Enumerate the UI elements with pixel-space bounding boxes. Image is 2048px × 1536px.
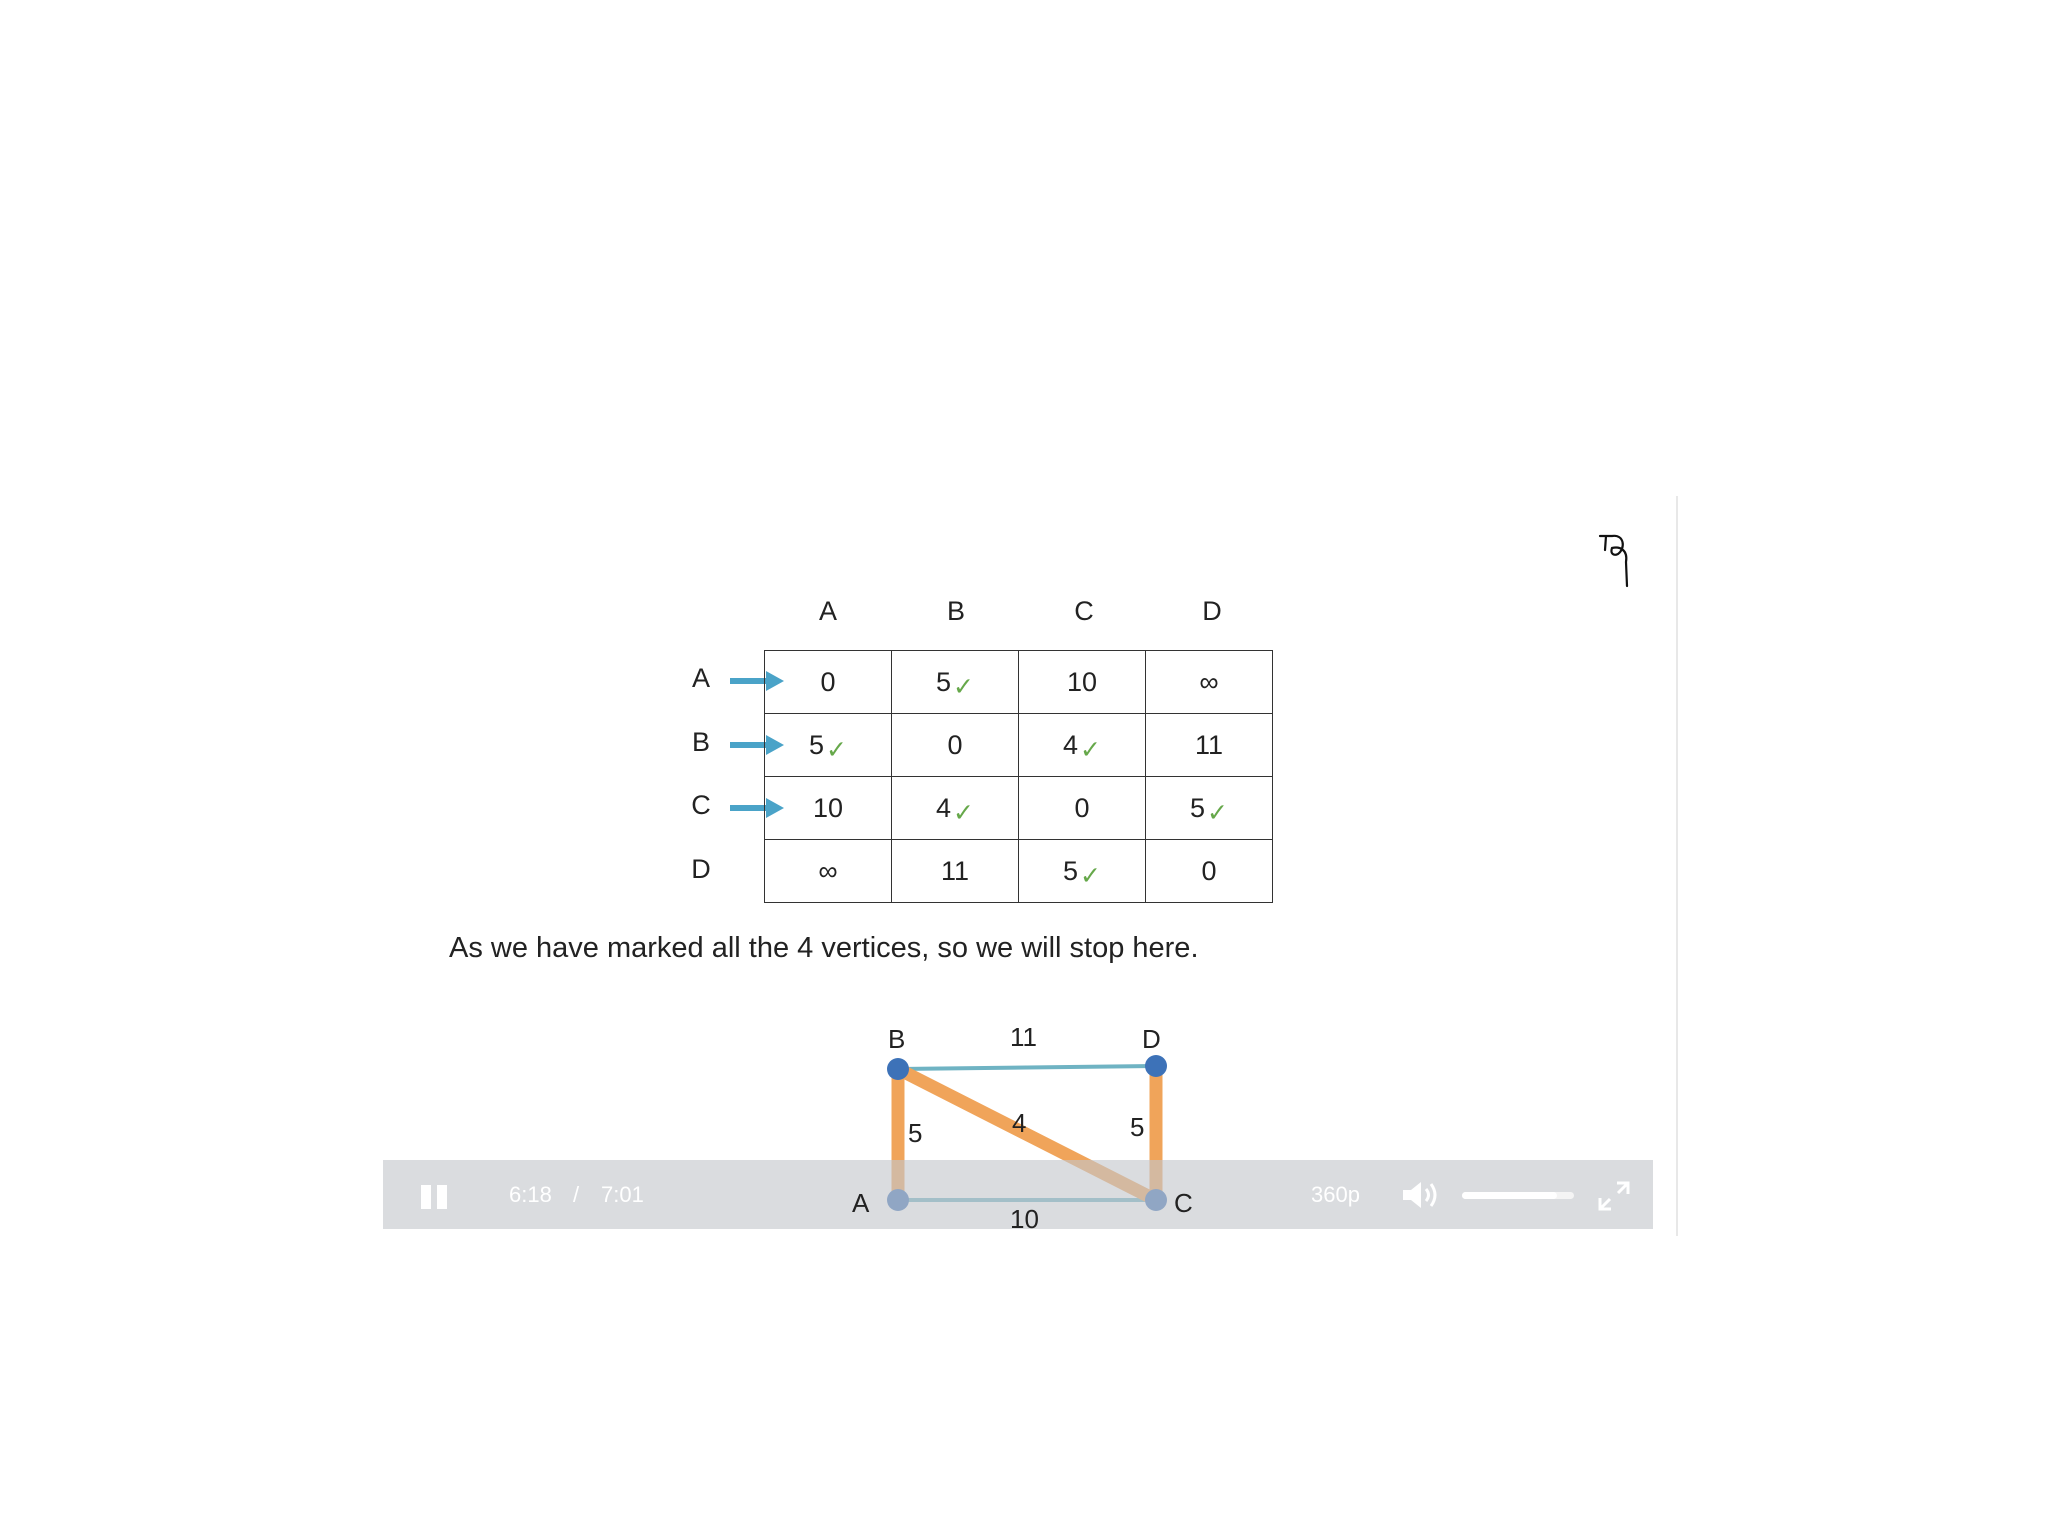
quality-button[interactable]: 360p xyxy=(1311,1182,1360,1207)
graph-edge xyxy=(898,1066,1156,1069)
cell-value: 0 xyxy=(1201,855,1217,886)
cell-value: 10 xyxy=(812,792,844,823)
vertex-label: C xyxy=(1174,1188,1193,1218)
pause-icon[interactable] xyxy=(421,1185,449,1209)
edge-weight-label: 10 xyxy=(1010,1204,1039,1234)
row-header-b: B xyxy=(691,727,710,757)
cell-value: 4 xyxy=(1063,729,1079,760)
cell-value: 5 xyxy=(1063,855,1079,886)
edge-weight-label: 5 xyxy=(1130,1112,1145,1142)
graph-vertex xyxy=(887,1058,909,1080)
check-icon: ✓ xyxy=(826,735,847,764)
vertex-label: D xyxy=(1142,1024,1161,1054)
vertex-label: A xyxy=(852,1188,870,1218)
fullscreen-icon[interactable] xyxy=(1597,1180,1631,1212)
cell-value: 11 xyxy=(1194,729,1224,760)
col-header-c: C xyxy=(1074,596,1094,626)
cell-value: ∞ xyxy=(1199,666,1219,697)
check-icon: ✓ xyxy=(1080,735,1101,764)
edge-weight-label: 11 xyxy=(1010,1022,1037,1052)
vertex-label: B xyxy=(888,1024,906,1054)
cell-value: 0 xyxy=(820,666,836,697)
time-separator: / xyxy=(573,1182,580,1207)
cell-value: 0 xyxy=(947,729,963,760)
volume-icon[interactable] xyxy=(1401,1179,1441,1211)
edge-weight-label: 5 xyxy=(908,1118,923,1148)
cell-value: 4 xyxy=(936,792,952,823)
row-header-c: C xyxy=(691,790,711,820)
cell-value: 5 xyxy=(1190,792,1206,823)
check-icon: ✓ xyxy=(953,672,974,701)
current-time: 6:18 xyxy=(509,1182,552,1207)
cell-value: 5 xyxy=(809,729,825,760)
graph-vertex xyxy=(1145,1055,1167,1077)
row-header-d: D xyxy=(691,854,711,884)
cell-value: 0 xyxy=(1074,792,1090,823)
volume-slider[interactable] xyxy=(1462,1192,1574,1199)
col-header-a: A xyxy=(818,596,837,626)
cell-value: 10 xyxy=(1066,666,1098,697)
col-header-b: B xyxy=(946,596,965,626)
cell-value: ∞ xyxy=(818,855,838,886)
check-icon: ✓ xyxy=(1207,798,1228,827)
cell-value: 11 xyxy=(940,855,970,886)
col-header-d: D xyxy=(1202,596,1222,626)
check-icon: ✓ xyxy=(1080,861,1101,890)
duration: 7:01 xyxy=(601,1182,644,1207)
check-icon: ✓ xyxy=(953,798,974,827)
row-header-a: A xyxy=(691,663,710,693)
edge-weight-label: 4 xyxy=(1012,1108,1027,1138)
cell-value: 5 xyxy=(936,666,952,697)
caption-text: As we have marked all the 4 vertices, so we will stop here. xyxy=(449,932,1199,964)
